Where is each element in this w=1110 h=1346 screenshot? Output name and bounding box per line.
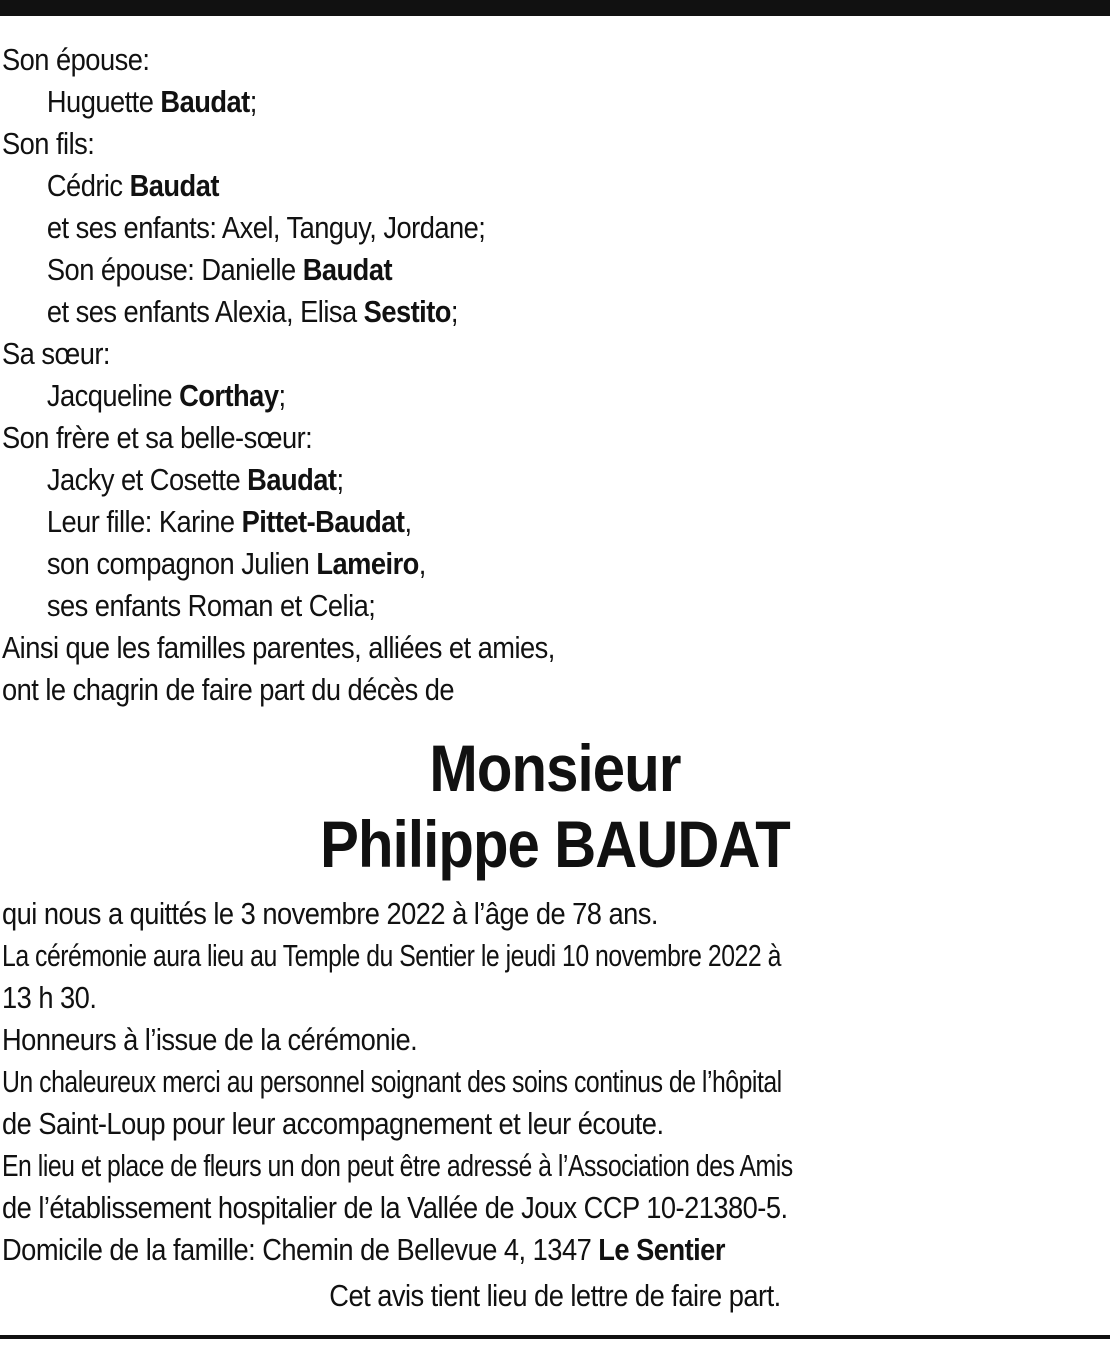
- family-member-line: [2, 291, 975, 333]
- surname: Baudat: [247, 462, 337, 497]
- notice-details: [2, 893, 1108, 1271]
- text-segment: ses enfants Roman et Celia;: [46, 588, 376, 623]
- text-segment: ;: [450, 294, 458, 329]
- text-segment: Jacky et Cosette: [46, 462, 248, 497]
- deceased-name: Philippe BAUDAT: [320, 807, 790, 881]
- family-member-line: [2, 501, 975, 543]
- text-segment: 13 h 30.: [2, 980, 97, 1015]
- text-segment: Jacqueline: [46, 378, 180, 413]
- text-segment: ;: [249, 84, 257, 119]
- detail-line: [2, 1229, 975, 1271]
- family-member-line: [2, 249, 975, 291]
- text-segment: Un chaleureux merci au personnel soignant des soins continus de l’hôpital: [2, 1064, 782, 1099]
- surname: Baudat: [302, 252, 393, 287]
- family-member-line: [2, 459, 975, 501]
- relation-label: Son épouse:: [2, 42, 150, 77]
- relation-label: Son fils:: [2, 126, 95, 161]
- family-member-line: [2, 165, 975, 207]
- family-member-line: [2, 543, 975, 585]
- relation-label: Ainsi que les familles parentes, alliées et amies,: [2, 630, 555, 665]
- text-segment: Cédric: [46, 168, 130, 203]
- text-segment: La cérémonie aura lieu au Temple du Sentier le jeudi 10 novembre 2022 à: [2, 938, 781, 973]
- deceased-heading: [0, 730, 1110, 882]
- detail-line: [2, 1145, 887, 1187]
- closing-note: Cet avis tient lieu de lettre de faire part.: [329, 1278, 781, 1313]
- surname: Sestito: [363, 294, 451, 329]
- top-rule: [0, 0, 1110, 16]
- text-segment: En lieu et place de fleurs un don peut être adressé à l’Association des Amis: [2, 1148, 793, 1183]
- detail-line: [2, 1061, 887, 1103]
- text-segment: ,: [404, 504, 412, 539]
- detail-line: [2, 1187, 975, 1229]
- surname: Baudat: [129, 168, 219, 203]
- text-segment: Huguette: [46, 84, 161, 119]
- text-segment: ;: [278, 378, 286, 413]
- family-member-line: [2, 81, 975, 123]
- family-member-line: [2, 207, 975, 249]
- relation-label: ont le chagrin de faire part du décès de: [2, 672, 455, 707]
- text-segment: Honneurs à l’issue de la cérémonie.: [2, 1022, 418, 1057]
- surname: Pittet-Baudat: [241, 504, 405, 539]
- detail-line: [2, 935, 887, 977]
- family-member-line: [2, 585, 975, 627]
- family-member-line: [2, 375, 975, 417]
- text-segment: ,: [418, 546, 426, 581]
- surname: Corthay: [179, 378, 279, 413]
- detail-line: [2, 893, 975, 935]
- surname: Le Sentier: [598, 1232, 725, 1267]
- relation-label: Son frère et sa belle-sœur:: [2, 420, 313, 455]
- text-segment: de l’établissement hospitalier de la Vallée de Joux CCP 10-21380-5.: [2, 1190, 788, 1225]
- relation-label: Sa sœur:: [2, 336, 110, 371]
- text-segment: et ses enfants Alexia, Elisa: [46, 294, 364, 329]
- text-segment: son compagnon Julien: [46, 546, 317, 581]
- text-segment: Domicile de la famille: Chemin de Bellevue 4, 1347: [2, 1232, 599, 1267]
- text-segment: qui nous a quittés le 3 novembre 2022 à l’âge de 78 ans.: [2, 896, 658, 931]
- text-segment: Son épouse: Danielle: [46, 252, 303, 287]
- text-segment: et ses enfants: Axel, Tanguy, Jordane;: [46, 210, 486, 245]
- detail-line: [2, 1019, 975, 1061]
- surname: Lameiro: [316, 546, 419, 581]
- bottom-rule: [0, 1335, 1110, 1339]
- deceased-title: Monsieur: [429, 731, 681, 805]
- text-segment: de Saint-Loup pour leur accompagnement et leur écoute.: [2, 1106, 664, 1141]
- text-segment: ;: [336, 462, 344, 497]
- family-list: [2, 39, 1108, 711]
- text-segment: Leur fille: Karine: [46, 504, 242, 539]
- detail-line: [2, 977, 975, 1019]
- surname: Baudat: [160, 84, 250, 119]
- detail-line: [2, 1103, 975, 1145]
